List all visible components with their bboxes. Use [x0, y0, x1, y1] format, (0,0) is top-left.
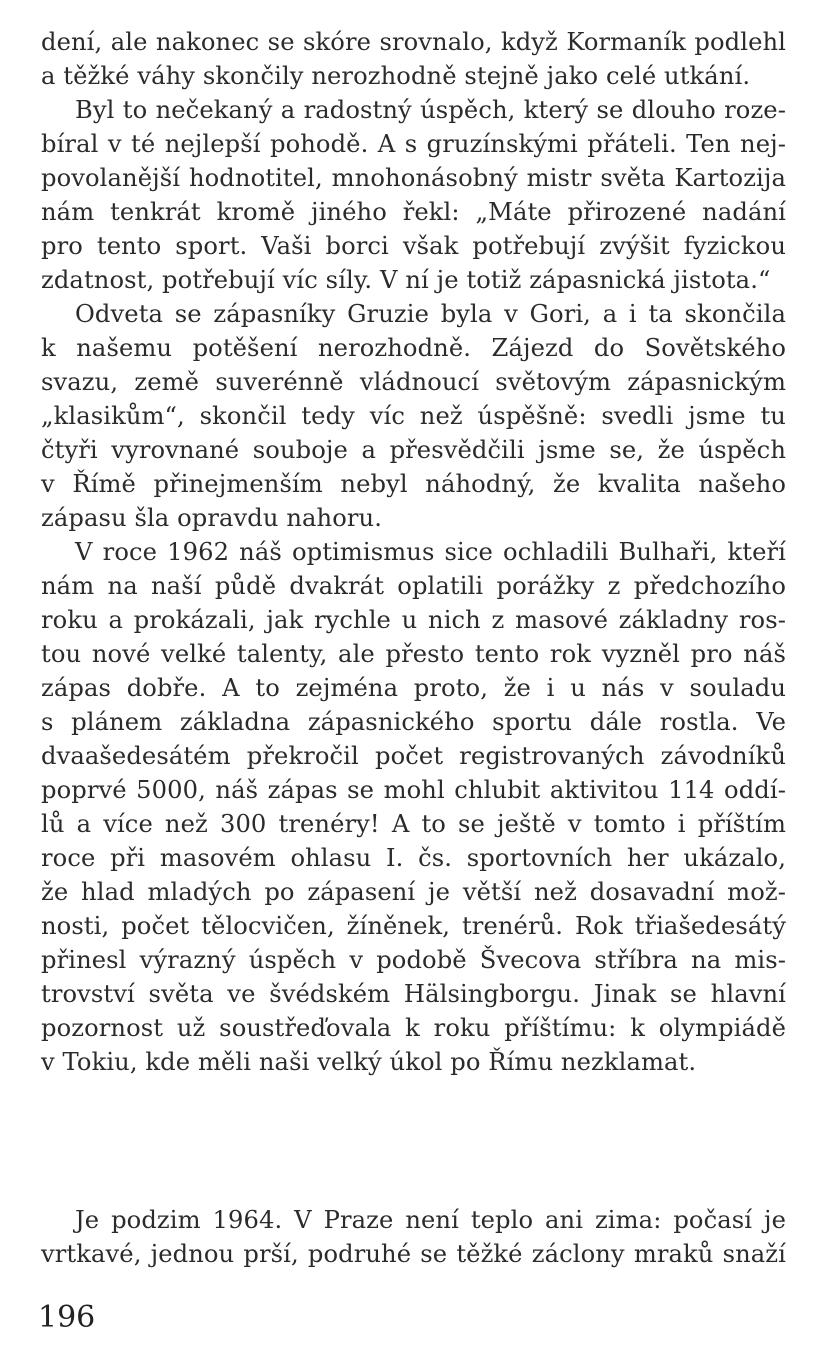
text-line: nám tenkrát kromě jiného řekl: „Máte přirozené nadání	[41, 198, 786, 226]
text-line: pozornost už soustřeďovala k roku příštímu: k olympiádě	[41, 1014, 786, 1042]
text-line: zápasu šla opravdu nahoru.	[41, 504, 383, 532]
text-line: svazu, země suverénně vládnoucí světovým zápasnickým	[41, 368, 786, 396]
text-line: Je podzim 1964. V Praze není teplo ani zima: počasí je	[75, 1206, 786, 1234]
text-line: roku a prokázali, jak rychle u nich z masové základny ros-	[41, 606, 786, 634]
text-line: s plánem základna zápasnického sportu dále rostla. Ve	[41, 708, 786, 736]
text-line: bíral v té nejlepší pohodě. A s gruzínskými přáteli. Ten nej-	[41, 130, 786, 158]
text-line: k našemu potěšení nerozhodně. Zájezd do Sovětského	[41, 334, 786, 362]
text-line: v Římě přinejmenším nebyl náhodný, že kvalita našeho	[41, 470, 786, 498]
text-line: tou nové velké talenty, ale přesto tento rok vyzněl pro náš	[41, 640, 786, 668]
text-line: dvaašedesátém překročil počet registrovaných závodníků	[41, 742, 786, 770]
text-line: a těžké váhy skončily nerozhodně stejně jako celé utkání.	[41, 62, 751, 90]
text-line: nám na naší půdě dvakrát oplatili porážky z předchozího	[41, 572, 786, 600]
text-line: V roce 1962 náš optimismus sice ochladili Bulhaři, kteří	[75, 538, 786, 566]
text-line: „klasikům“, skončil tedy víc než úspěšně: svedli jsme tu	[41, 402, 786, 430]
text-line: nosti, počet tělocvičen, žíněnek, trenérů. Rok třiašedesátý	[41, 912, 786, 940]
text-line: dení, ale nakonec se skóre srovnalo, když Kormaník podlehl	[41, 28, 786, 56]
text-line: roce při masovém ohlasu I. čs. sportovních her ukázalo,	[41, 844, 786, 872]
text-line: trovství světa ve švédském Hälsingborgu. Jinak se hlavní	[41, 980, 786, 1008]
text-line: přinesl výrazný úspěch v podobě Švecova stříbra na mis-	[41, 946, 786, 974]
text-line: čtyři vyrovnané souboje a přesvědčili jsme se, že úspěch	[41, 436, 786, 464]
text-line: vrtkavé, jednou prší, podruhé se těžké záclony mraků snaží	[41, 1240, 786, 1268]
text-line: poprvé 5000, náš zápas se mohl chlubit aktivitou 114 oddí-	[41, 776, 786, 804]
text-line: v Tokiu, kde měli naši velký úkol po Římu nezklamat.	[41, 1048, 697, 1076]
text-line: zdatnost, potřebují víc síly. V ní je totiž zápasnická jistota.“	[41, 266, 771, 294]
text-line: lů a více než 300 trenéry! A to se ještě v tomto i příštím	[41, 810, 786, 838]
text-line: Odveta se zápasníky Gruzie byla v Gori, a i ta skončila	[75, 300, 786, 328]
text-line: zápas dobře. A to zejména proto, že i u nás v souladu	[41, 674, 786, 702]
page-number: 196	[38, 1300, 96, 1335]
text-line: povolanější hodnotitel, mnohonásobný mistr světa Kartozija	[41, 164, 786, 192]
text-line: pro tento sport. Vaši borci však potřebují zvýšit fyzickou	[41, 232, 786, 260]
text-line: Byl to nečekaný a radostný úspěch, který se dlouho roze-	[75, 96, 786, 124]
text-line: že hlad mladých po zápasení je větší než dosavadní mož-	[41, 878, 786, 906]
